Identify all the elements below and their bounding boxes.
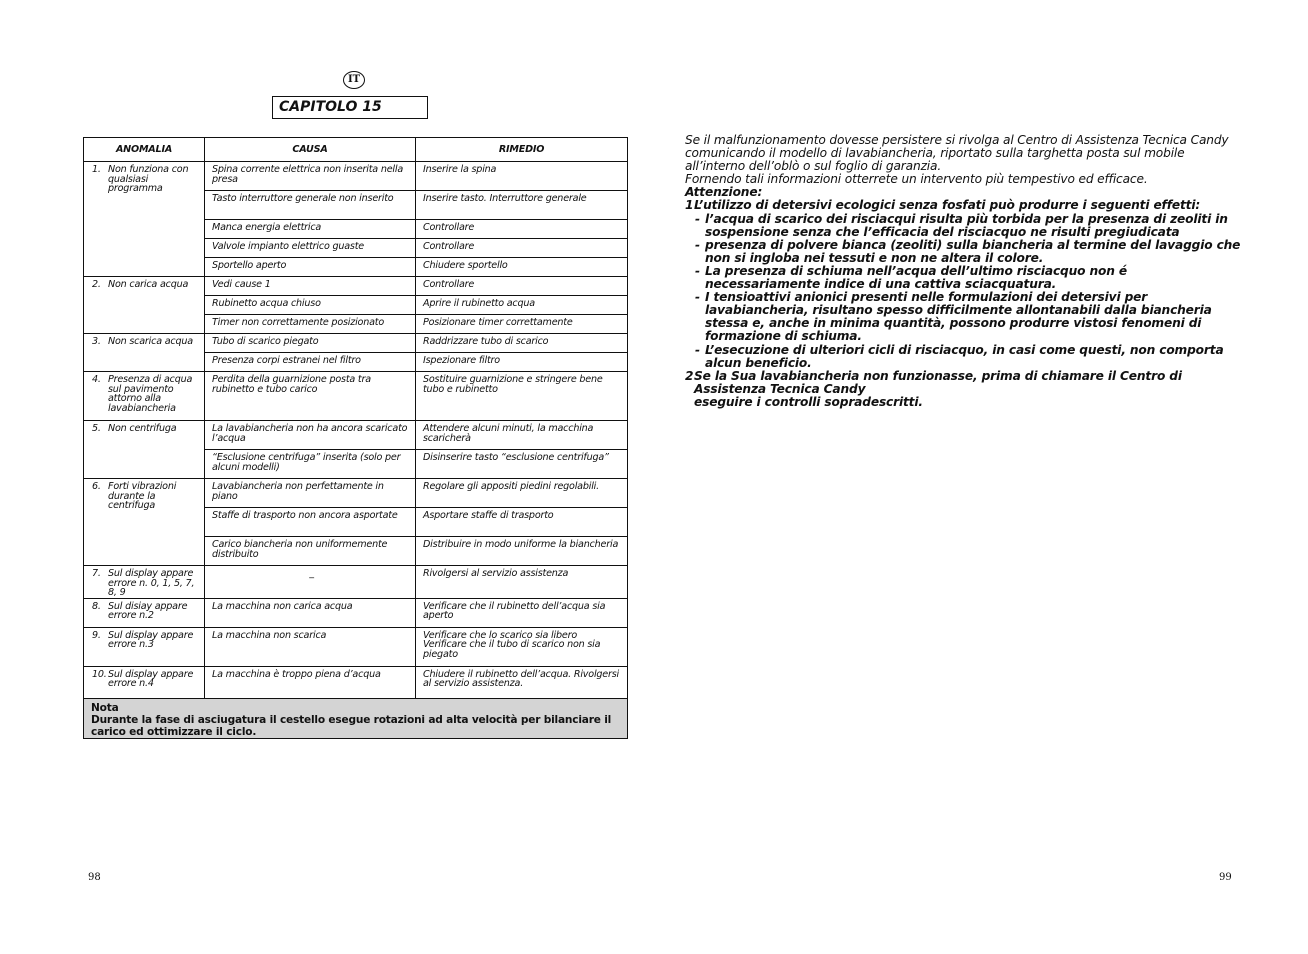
anomaly-text: Non centrifuga [108, 423, 177, 434]
anomaly-number: 9. [92, 629, 101, 641]
cause-cell: Rubinetto acqua chiuso [205, 296, 416, 315]
header-rimedio: RIMEDIO [416, 138, 628, 162]
anomaly-cell [84, 566, 205, 599]
note-title: Nota [91, 701, 119, 714]
table-row [84, 479, 628, 508]
right-page-text [685, 134, 1245, 409]
remedy-cell: Chiudere il rubinetto dell’acqua. Rivolgersi al servizio assistenza. [416, 666, 628, 698]
remedy-cell: Rivolgersi al servizio assistenza [416, 566, 628, 599]
cause-cell: Staffe di trasporto non ancora asportate [205, 508, 416, 537]
cause-cell: La macchina non carica acqua [205, 598, 416, 627]
anomaly-cell [84, 479, 205, 566]
anomaly-cell [84, 162, 205, 277]
bullet-item [685, 265, 1245, 291]
language-badge: IT [343, 71, 365, 89]
anomaly-text: Sul display appare errore n.3 [108, 629, 194, 651]
remedy-cell: Controllare [416, 277, 628, 296]
table-row [84, 277, 628, 296]
intro-paragraph-2: Fornendo tali informazioni otterrete un intervento più tempestivo ed efficace. [685, 172, 1148, 187]
anomaly-cell [84, 627, 205, 666]
cause-cell: La macchina è troppo piena d’acqua [205, 666, 416, 698]
anomaly-text: Sul disiay appare errore n.2 [108, 600, 188, 622]
cause-cell: “Esclusione centrifuga” inserita (solo per alcuni modelli) [205, 450, 416, 479]
bullet-text: L’esecuzione di ulteriori cicli di risciacquo, in casi come questi, non comporta alcun beneficio. [705, 342, 1224, 370]
bullet-item [685, 239, 1245, 265]
cause-cell: Valvole impianto elettrico guaste [205, 239, 416, 258]
header-causa: CAUSA [205, 138, 416, 162]
anomaly-number: 8. [92, 600, 101, 612]
header-anomalia: ANOMALIA [84, 138, 205, 162]
table-row [84, 627, 628, 666]
troubleshooting-table [83, 137, 628, 739]
anomaly-number: 7. [92, 568, 101, 579]
anomaly-cell [84, 421, 205, 479]
item-2-text: Se la Sua lavabiancheria non funzionasse, prima di chiamare il Centro di Assistenza Tecnica Candy [694, 368, 1182, 396]
table-row [84, 162, 628, 191]
cause-cell: La macchina non scarica [205, 627, 416, 666]
bullet-dash: - [695, 290, 700, 305]
cause-cell: Tasto interruttore generale non inserito [205, 191, 416, 220]
cause-cell: Spina corrente elettrica non inserita nella presa [205, 162, 416, 191]
bullet-list [685, 213, 1245, 370]
remedy-cell: Distribuire in modo uniforme la biancheria [416, 537, 628, 566]
remedy-cell: Verificare che lo scarico sia libero Verificare che il tubo di scarico non sia piegato [416, 627, 628, 666]
anomaly-text: Non scarica acqua [108, 336, 193, 347]
remedy-cell: Ispezionare filtro [416, 353, 628, 372]
anomaly-text: Sul display appare errore n. 0, 1, 5, 7, 8, 9 [108, 568, 195, 599]
anomaly-number: 6. [92, 481, 101, 492]
note-cell [84, 698, 628, 738]
note-text: Durante la fase di asciugatura il cestello esegue rotazioni ad alta velocità per bilanciare il carico ed ottimizzare il ciclo. [91, 713, 612, 738]
item-1-text: L’utilizzo di detersivi ecologici senza fosfati può produrre i seguenti effetti: [694, 198, 1201, 213]
table-row [84, 372, 628, 421]
bullet-dash: - [695, 263, 700, 278]
anomaly-cell [84, 277, 205, 334]
anomaly-number: 4. [92, 374, 101, 385]
remedy-cell: Disinserire tasto “esclusione centrifuga” [416, 450, 628, 479]
attention-heading: Attenzione: [685, 185, 763, 200]
table-row [84, 598, 628, 627]
remedy-cell: Raddrizzare tubo di scarico [416, 334, 628, 353]
table-row [84, 421, 628, 450]
anomaly-text: Sul display appare errore n.4 [108, 668, 194, 690]
remedy-cell: Verificare che il rubinetto dell’acqua sia aperto [416, 598, 628, 627]
page-number-left: 98 [88, 872, 101, 883]
remedy-cell: Posizionare timer correttamente [416, 315, 628, 334]
cause-cell: _ [205, 566, 416, 599]
bullet-dash: - [695, 211, 700, 226]
remedy-cell: Chiudere sportello [416, 258, 628, 277]
table-row [84, 334, 628, 353]
item-2-continuation: eseguire i controlli sopradescritti. [694, 394, 923, 409]
cause-cell: Carico biancheria non uniformemente distribuito [205, 537, 416, 566]
bullet-text: La presenza di schiuma nell’acqua dell’ultimo risciacquo non é necessariamente indice di una cattiva sciacquatura. [705, 263, 1127, 292]
remedy-cell: Controllare [416, 239, 628, 258]
bullet-item [685, 213, 1245, 239]
bullet-item [685, 344, 1245, 370]
cause-cell: Perdita della guarnizione posta tra rubinetto e tubo carico [205, 372, 416, 421]
table-row [84, 666, 628, 698]
bullet-text: l’acqua di scarico dei risciacqui risulta più torbida per la presenza di zeoliti in sospensione senza che l’efficacia del risciacquo ne risulti pregiudicata [705, 211, 1228, 239]
table-header-row [84, 138, 628, 162]
anomaly-cell [84, 334, 205, 372]
item-2-number: 2 [685, 368, 694, 383]
cause-cell: Tubo di scarico piegato [205, 334, 416, 353]
remedy-cell: Regolare gli appositi piedini regolabili. [416, 479, 628, 508]
item-1 [685, 199, 1245, 212]
cause-cell: Timer non correttamente posizionato [205, 315, 416, 334]
remedy-cell: Sostituire guarnizione e stringere bene tubo e rubinetto [416, 372, 628, 421]
remedy-cell: Attendere alcuni minuti, la macchina scaricherà [416, 421, 628, 450]
anomaly-number: 2. [92, 279, 101, 290]
anomaly-number: 10. [92, 668, 107, 680]
item-2 [685, 370, 1245, 396]
anomaly-cell [84, 666, 205, 698]
remedy-cell: Inserire tasto. Interruttore generale [416, 191, 628, 220]
cause-cell: Lavabiancheria non perfettamente in piano [205, 479, 416, 508]
bullet-dash: - [695, 342, 700, 357]
bullet-dash: - [695, 237, 700, 252]
note-row [84, 698, 628, 738]
chapter-title: CAPITOLO 15 [272, 96, 428, 119]
anomaly-text: Presenza di acqua sul pavimento attorno alla lavabiancheria [108, 374, 193, 414]
anomaly-text: Non funziona con qualsiasi programma [108, 164, 189, 195]
anomaly-text: Non carica acqua [108, 279, 189, 290]
item-1-number: 1 [685, 198, 694, 213]
anomaly-cell [84, 598, 205, 627]
anomaly-number: 5. [92, 423, 101, 434]
anomaly-number: 1. [92, 164, 101, 175]
remedy-cell: Controllare [416, 220, 628, 239]
cause-cell: Sportello aperto [205, 258, 416, 277]
remedy-cell: Aprire il rubinetto acqua [416, 296, 628, 315]
bullet-text: presenza di polvere bianca (zeoliti) sulla biancheria al termine del lavaggio che non si ingloba nei tessuti e non ne altera il colore. [705, 237, 1241, 265]
anomaly-text: Forti vibrazioni durante la centrifuga [108, 481, 177, 512]
remedy-cell: Asportare staffe di trasporto [416, 508, 628, 537]
cause-cell: Vedi cause 1 [205, 277, 416, 296]
bullet-text: I tensioattivi anionici presenti nelle formulazioni dei detersivi per lavabiancheria, risultano spesso difficilmente allontanabili dalla biancheria stessa e, anche in minima quantità, possono produrre vistosi fenomeni di formazione di schiuma. [705, 290, 1212, 344]
table-row [84, 566, 628, 599]
bullet-item [685, 291, 1245, 343]
cause-cell: Presenza corpi estranei nel filtro [205, 353, 416, 372]
page-number-right: 99 [1219, 872, 1232, 883]
anomaly-number: 3. [92, 336, 101, 347]
remedy-cell: Inserire la spina [416, 162, 628, 191]
anomaly-cell [84, 372, 205, 421]
cause-cell: Manca energia elettrica [205, 220, 416, 239]
intro-paragraph: Se il malfunzionamento dovesse persistere si rivolga al Centro di Assistenza Tecnica Candy comunicando il modello di lavabiancheria, riportato sulla targhetta posta sul mobile all’interno dell’oblò o sul foglio di garanzia. [685, 133, 1229, 174]
cause-cell: La lavabiancheria non ha ancora scaricato l’acqua [205, 421, 416, 450]
